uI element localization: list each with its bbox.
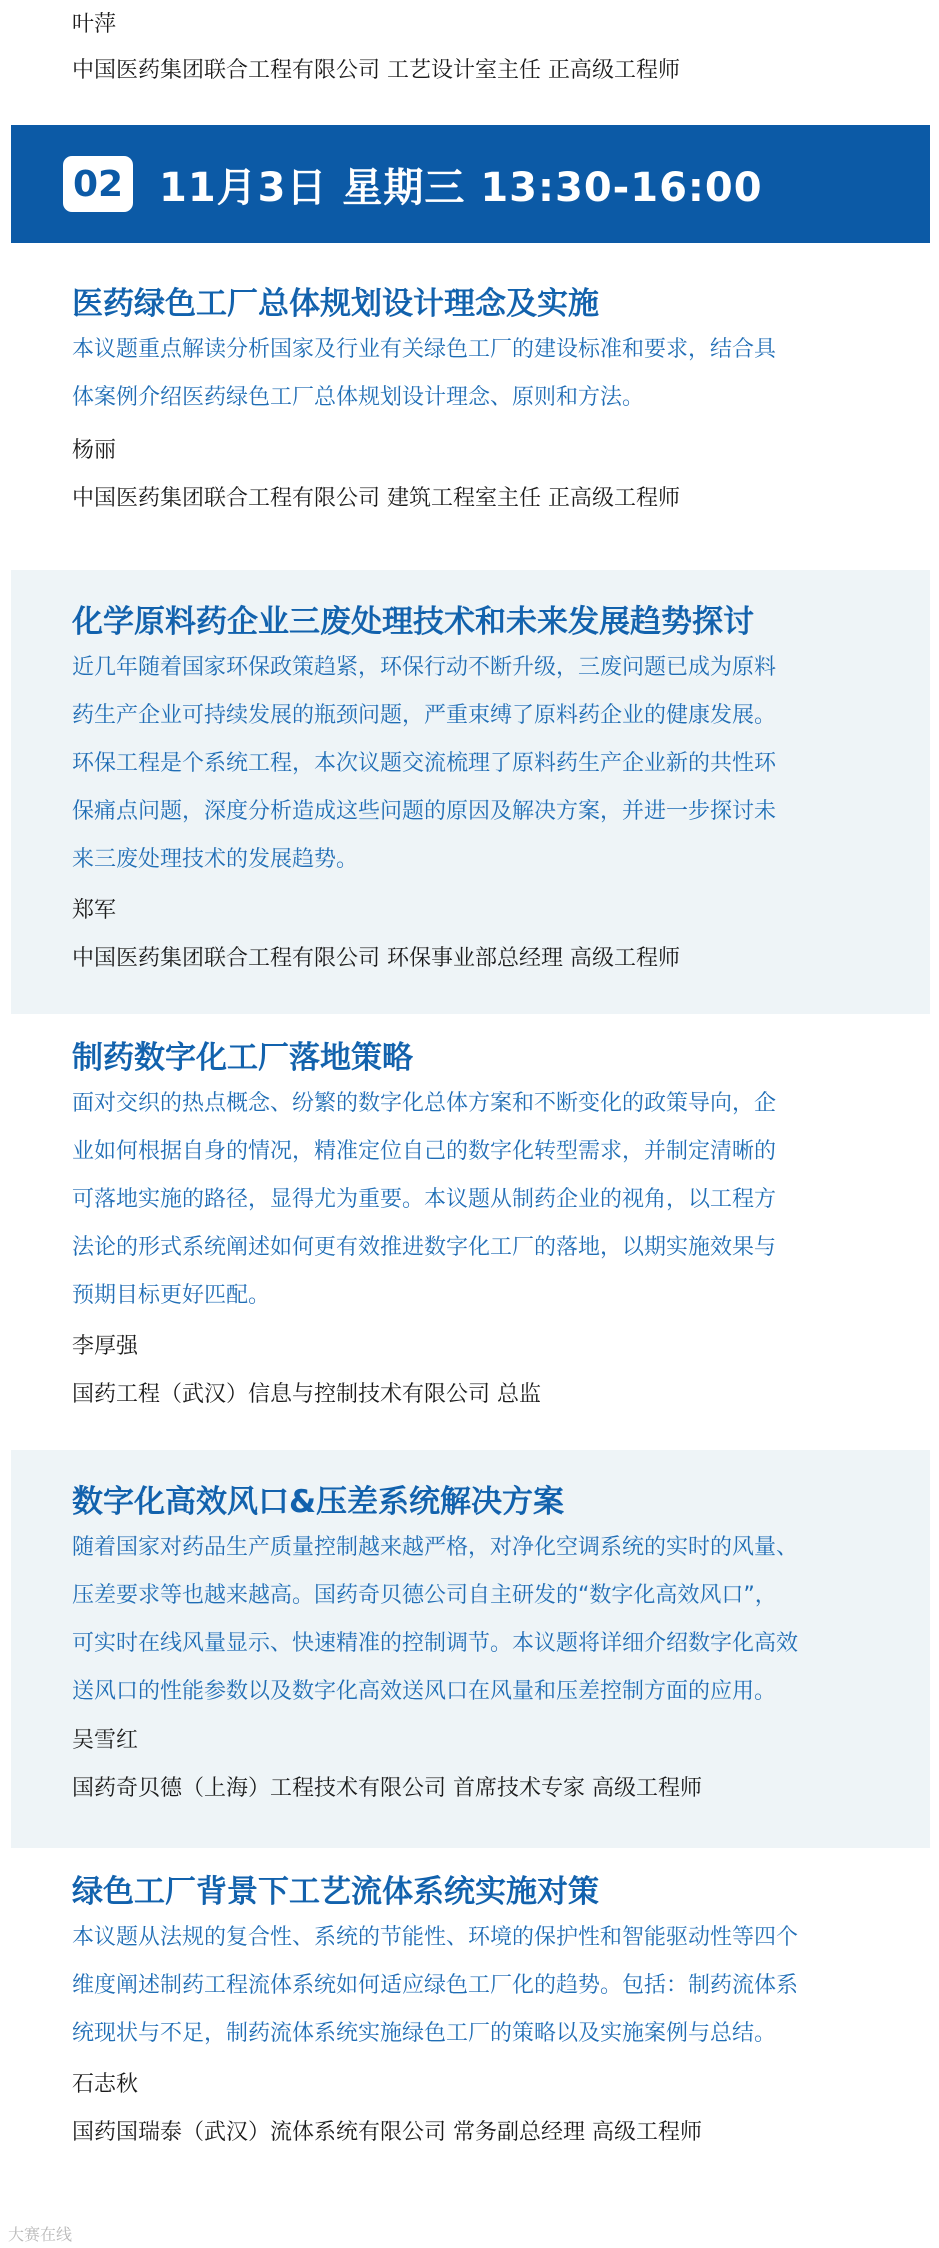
talk-1 — [11, 282, 930, 516]
talk-desc-line: 预期目标更好匹配。 — [72, 1283, 271, 1308]
speaker-org: 中国医药集团联合工程有限公司 工艺设计室主任 正高级工程师 — [72, 58, 680, 83]
talk-desc-line: 维度阐述制药工程流体系统如何适应绿色工厂化的趋势。包括：制药流体系 — [72, 1973, 799, 1998]
session-banner — [11, 125, 930, 243]
talk-desc-line: 来三废处理技术的发展趋势。 — [72, 847, 359, 872]
talk-desc-line: 药生产企业可持续发展的瓶颈问题，严重束缚了原料药企业的健康发展。 — [72, 703, 777, 728]
speaker-name: 吴雪红 — [72, 1728, 139, 1753]
speaker-name: 叶萍 — [72, 12, 117, 37]
talk-desc-line: 压差要求等也越来越高。国药奇贝德公司自主研发的“数字化高效风口”， — [72, 1583, 777, 1608]
talk-desc-line: 面对交织的热点概念、纷繁的数字化总体方案和不断变化的政策导向，企 — [72, 1091, 777, 1116]
talk-desc-line: 本议题从法规的复合性、系统的节能性、环境的保护性和智能驱动性等四个 — [72, 1925, 799, 1950]
talk-desc-line: 法论的形式系统阐述如何更有效推进数字化工厂的落地，以期实施效果与 — [72, 1235, 777, 1260]
talk-desc-line: 业如何根据自身的情况，精准定位自己的数字化转型需求，并制定清晰的 — [72, 1139, 777, 1164]
speaker-org: 国药国瑞泰（武汉）流体系统有限公司 常务副总经理 高级工程师 — [72, 2120, 702, 2145]
talk-4 — [11, 1450, 930, 1848]
talk-desc-line: 可实时在线风量显示、快速精准的控制调节。本议题将详细介绍数字化高效 — [72, 1631, 799, 1656]
previous-speaker — [0, 0, 939, 112]
speaker-org: 中国医药集团联合工程有限公司 建筑工程室主任 正高级工程师 — [72, 486, 680, 511]
talk-desc-line: 保痛点问题，深度分析造成这些问题的原因及解决方案，并进一步探讨未 — [72, 799, 777, 824]
speaker-name: 石志秋 — [72, 2072, 139, 2097]
talk-title: 制药数字化工厂落地策略 — [72, 1040, 413, 1076]
talk-title: 绿色工厂背景下工艺流体系统实施对策 — [72, 1874, 599, 1910]
session-datetime: 11月3日 星期三 13:30-16:00 — [159, 164, 763, 211]
speaker-org: 国药工程（武汉）信息与控制技术有限公司 总监 — [72, 1382, 541, 1407]
talk-3 — [11, 1036, 930, 1412]
watermark: 大赛在线 — [8, 2225, 73, 2244]
speaker-name: 李厚强 — [72, 1334, 139, 1359]
talk-desc-line: 近几年随着国家环保政策趋紧，环保行动不断升级，三废问题已成为原料 — [72, 655, 777, 680]
talk-2 — [11, 570, 930, 1014]
talk-desc-line: 随着国家对药品生产质量控制越来越严格，对净化空调系统的实时的风量、 — [72, 1535, 799, 1560]
talk-desc-line: 体案例介绍医药绿色工厂总体规划设计理念、原则和方法。 — [72, 385, 645, 410]
talk-title: 化学原料药企业三废处理技术和未来发展趋势探讨 — [72, 604, 754, 640]
talk-desc-line: 可落地实施的路径，显得尤为重要。本议题从制药企业的视角，以工程方 — [72, 1187, 777, 1212]
talk-5 — [11, 1870, 930, 2150]
talk-title: 数字化高效风口&压差系统解决方案 — [72, 1484, 565, 1520]
speaker-name: 郑军 — [72, 898, 117, 923]
speaker-org: 中国医药集团联合工程有限公司 环保事业部总经理 高级工程师 — [72, 946, 680, 971]
talk-desc-line: 本议题重点解读分析国家及行业有关绿色工厂的建设标准和要求，结合具 — [72, 337, 777, 362]
talk-desc-line: 统现状与不足，制药流体系统实施绿色工厂的策略以及实施案例与总结。 — [72, 2021, 777, 2046]
speaker-org: 国药奇贝德（上海）工程技术有限公司 首席技术专家 高级工程师 — [72, 1776, 702, 1801]
speaker-name: 杨丽 — [72, 438, 117, 463]
talk-desc-line: 环保工程是个系统工程，本次议题交流梳理了原料药生产企业新的共性环 — [72, 751, 777, 776]
talk-title: 医药绿色工厂总体规划设计理念及实施 — [72, 286, 599, 322]
talk-desc-line: 送风口的性能参数以及数字化高效送风口在风量和压差控制方面的应用。 — [72, 1679, 777, 1704]
session-number-badge: 02 — [63, 156, 133, 212]
